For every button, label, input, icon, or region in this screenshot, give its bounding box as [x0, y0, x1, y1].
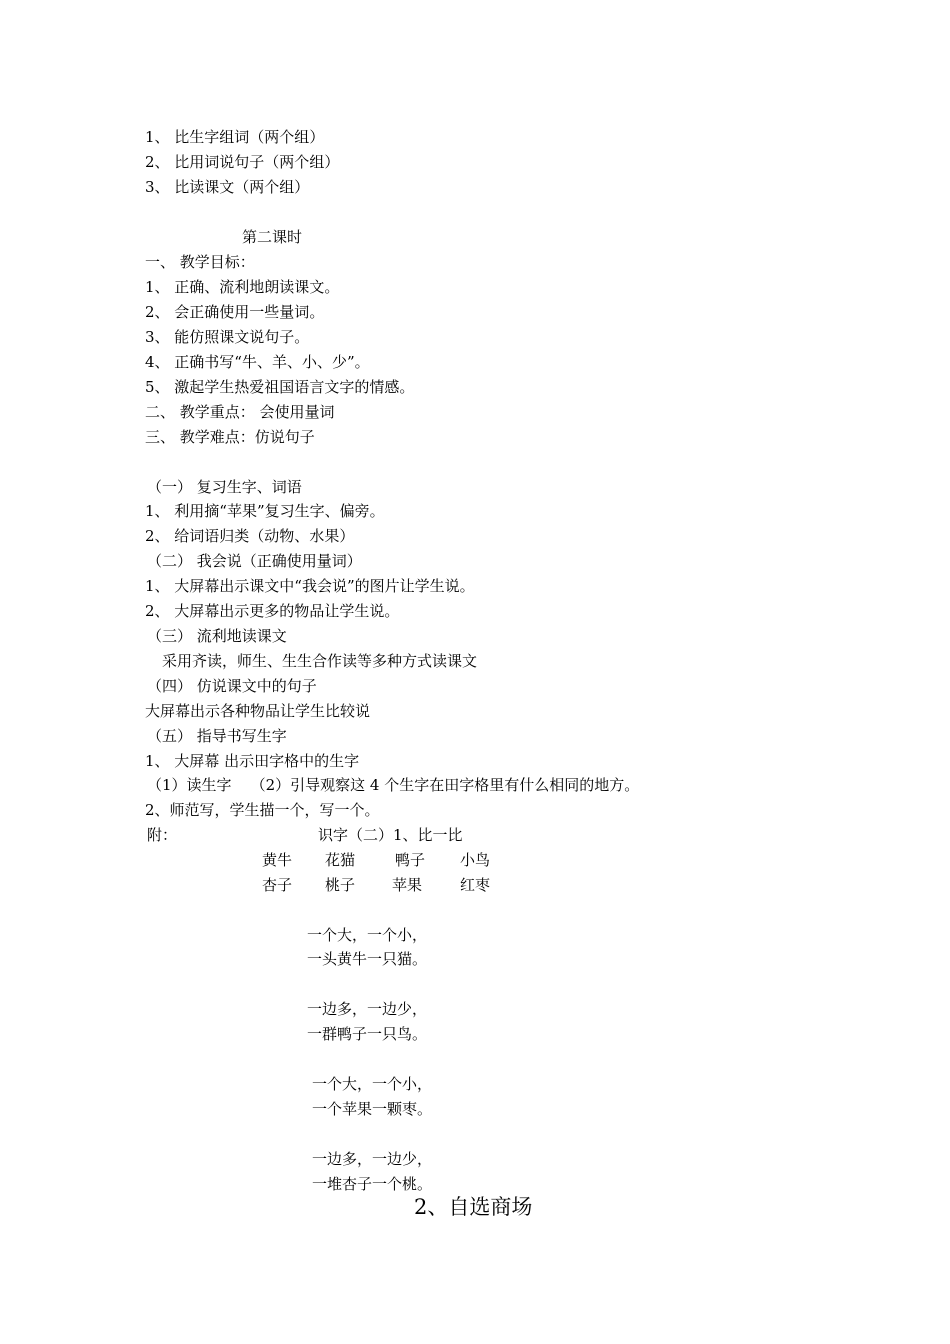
text-line: 一个大，一个小， [312, 1075, 433, 1093]
text-line: （五） 指导书写生字 [147, 727, 287, 745]
text-line: 1、 大屏幕 出示田字格中的生字 [145, 752, 360, 770]
text-line: 识字（二）1、比一比 [318, 826, 463, 844]
text-line: 3、 能仿照课文说句子。 [145, 328, 310, 346]
text-line: 3、 比读课文（两个组） [145, 178, 310, 196]
text-line: 花猫 [325, 851, 356, 869]
text-line: 桃子 [325, 876, 356, 894]
text-line: （二） 我会说（正确使用量词） [147, 552, 362, 570]
text-line: 1、 利用摘“苹果”复习生字、偏旁。 [145, 502, 385, 520]
text-line: （三） 流利地读课文 [147, 627, 287, 645]
text-line: 一堆杏子一个桃。 [312, 1175, 433, 1193]
text-line: 1、 正确、流利地朗读课文。 [145, 278, 340, 296]
text-line: 一边多，一边少， [307, 1000, 428, 1018]
text-line: 一群鸭子一只鸟。 [307, 1025, 428, 1043]
text-line: 2、 大屏幕出示更多的物品让学生说。 [145, 602, 400, 620]
text-line: 黄牛 [262, 851, 293, 869]
text-line: 苹果 [392, 876, 423, 894]
text-line: 一头黄牛一只猫。 [307, 950, 428, 968]
section-title: 2、自选商场 [414, 1195, 533, 1219]
text-line: 2、 给词语归类（动物、水果） [145, 527, 355, 545]
text-line: 2、师范写，学生描一个，写一个。 [145, 801, 380, 819]
text-line: 大屏幕出示各种物品让学生比较说 [145, 702, 371, 720]
text-line: 4、 正确书写“牛、羊、小、少”。 [145, 353, 370, 371]
text-line: 1、 比生字组词（两个组） [145, 128, 325, 146]
text-line: 一个苹果一颗枣。 [312, 1100, 433, 1118]
text-line: 第二课时 [242, 228, 303, 246]
text-line: （1）读生字 （2）引导观察这 4 个生字在田字格里有什么相同的地方。 [147, 776, 640, 794]
text-line: （四） 仿说课文中的句子 [147, 677, 317, 695]
text-line: 2、 会正确使用一些量词。 [145, 303, 325, 321]
text-line: 二、 教学重点： 会使用量词 [145, 403, 335, 421]
text-line: 三、 教学难点：仿说句子 [145, 428, 315, 446]
text-line: 杏子 [262, 876, 293, 894]
text-line: 1、 大屏幕出示课文中“我会说”的图片让学生说。 [145, 577, 475, 595]
text-line: 一个大，一个小， [307, 926, 428, 944]
text-line: 2、 比用词说句子（两个组） [145, 153, 340, 171]
text-line: 红枣 [460, 876, 491, 894]
text-line: 一边多，一边少， [312, 1150, 433, 1168]
text-line: 5、 激起学生热爱祖国语言文字的情感。 [145, 378, 415, 396]
text-line: 鸭子 [395, 851, 426, 869]
text-line: 小鸟 [460, 851, 491, 869]
text-line: 一、 教学目标： [145, 253, 255, 271]
text-line: 附： [147, 826, 178, 844]
text-line: 采用齐读，师生、生生合作读等多种方式读课文 [162, 652, 478, 670]
text-line: （一） 复习生字、词语 [147, 478, 302, 496]
